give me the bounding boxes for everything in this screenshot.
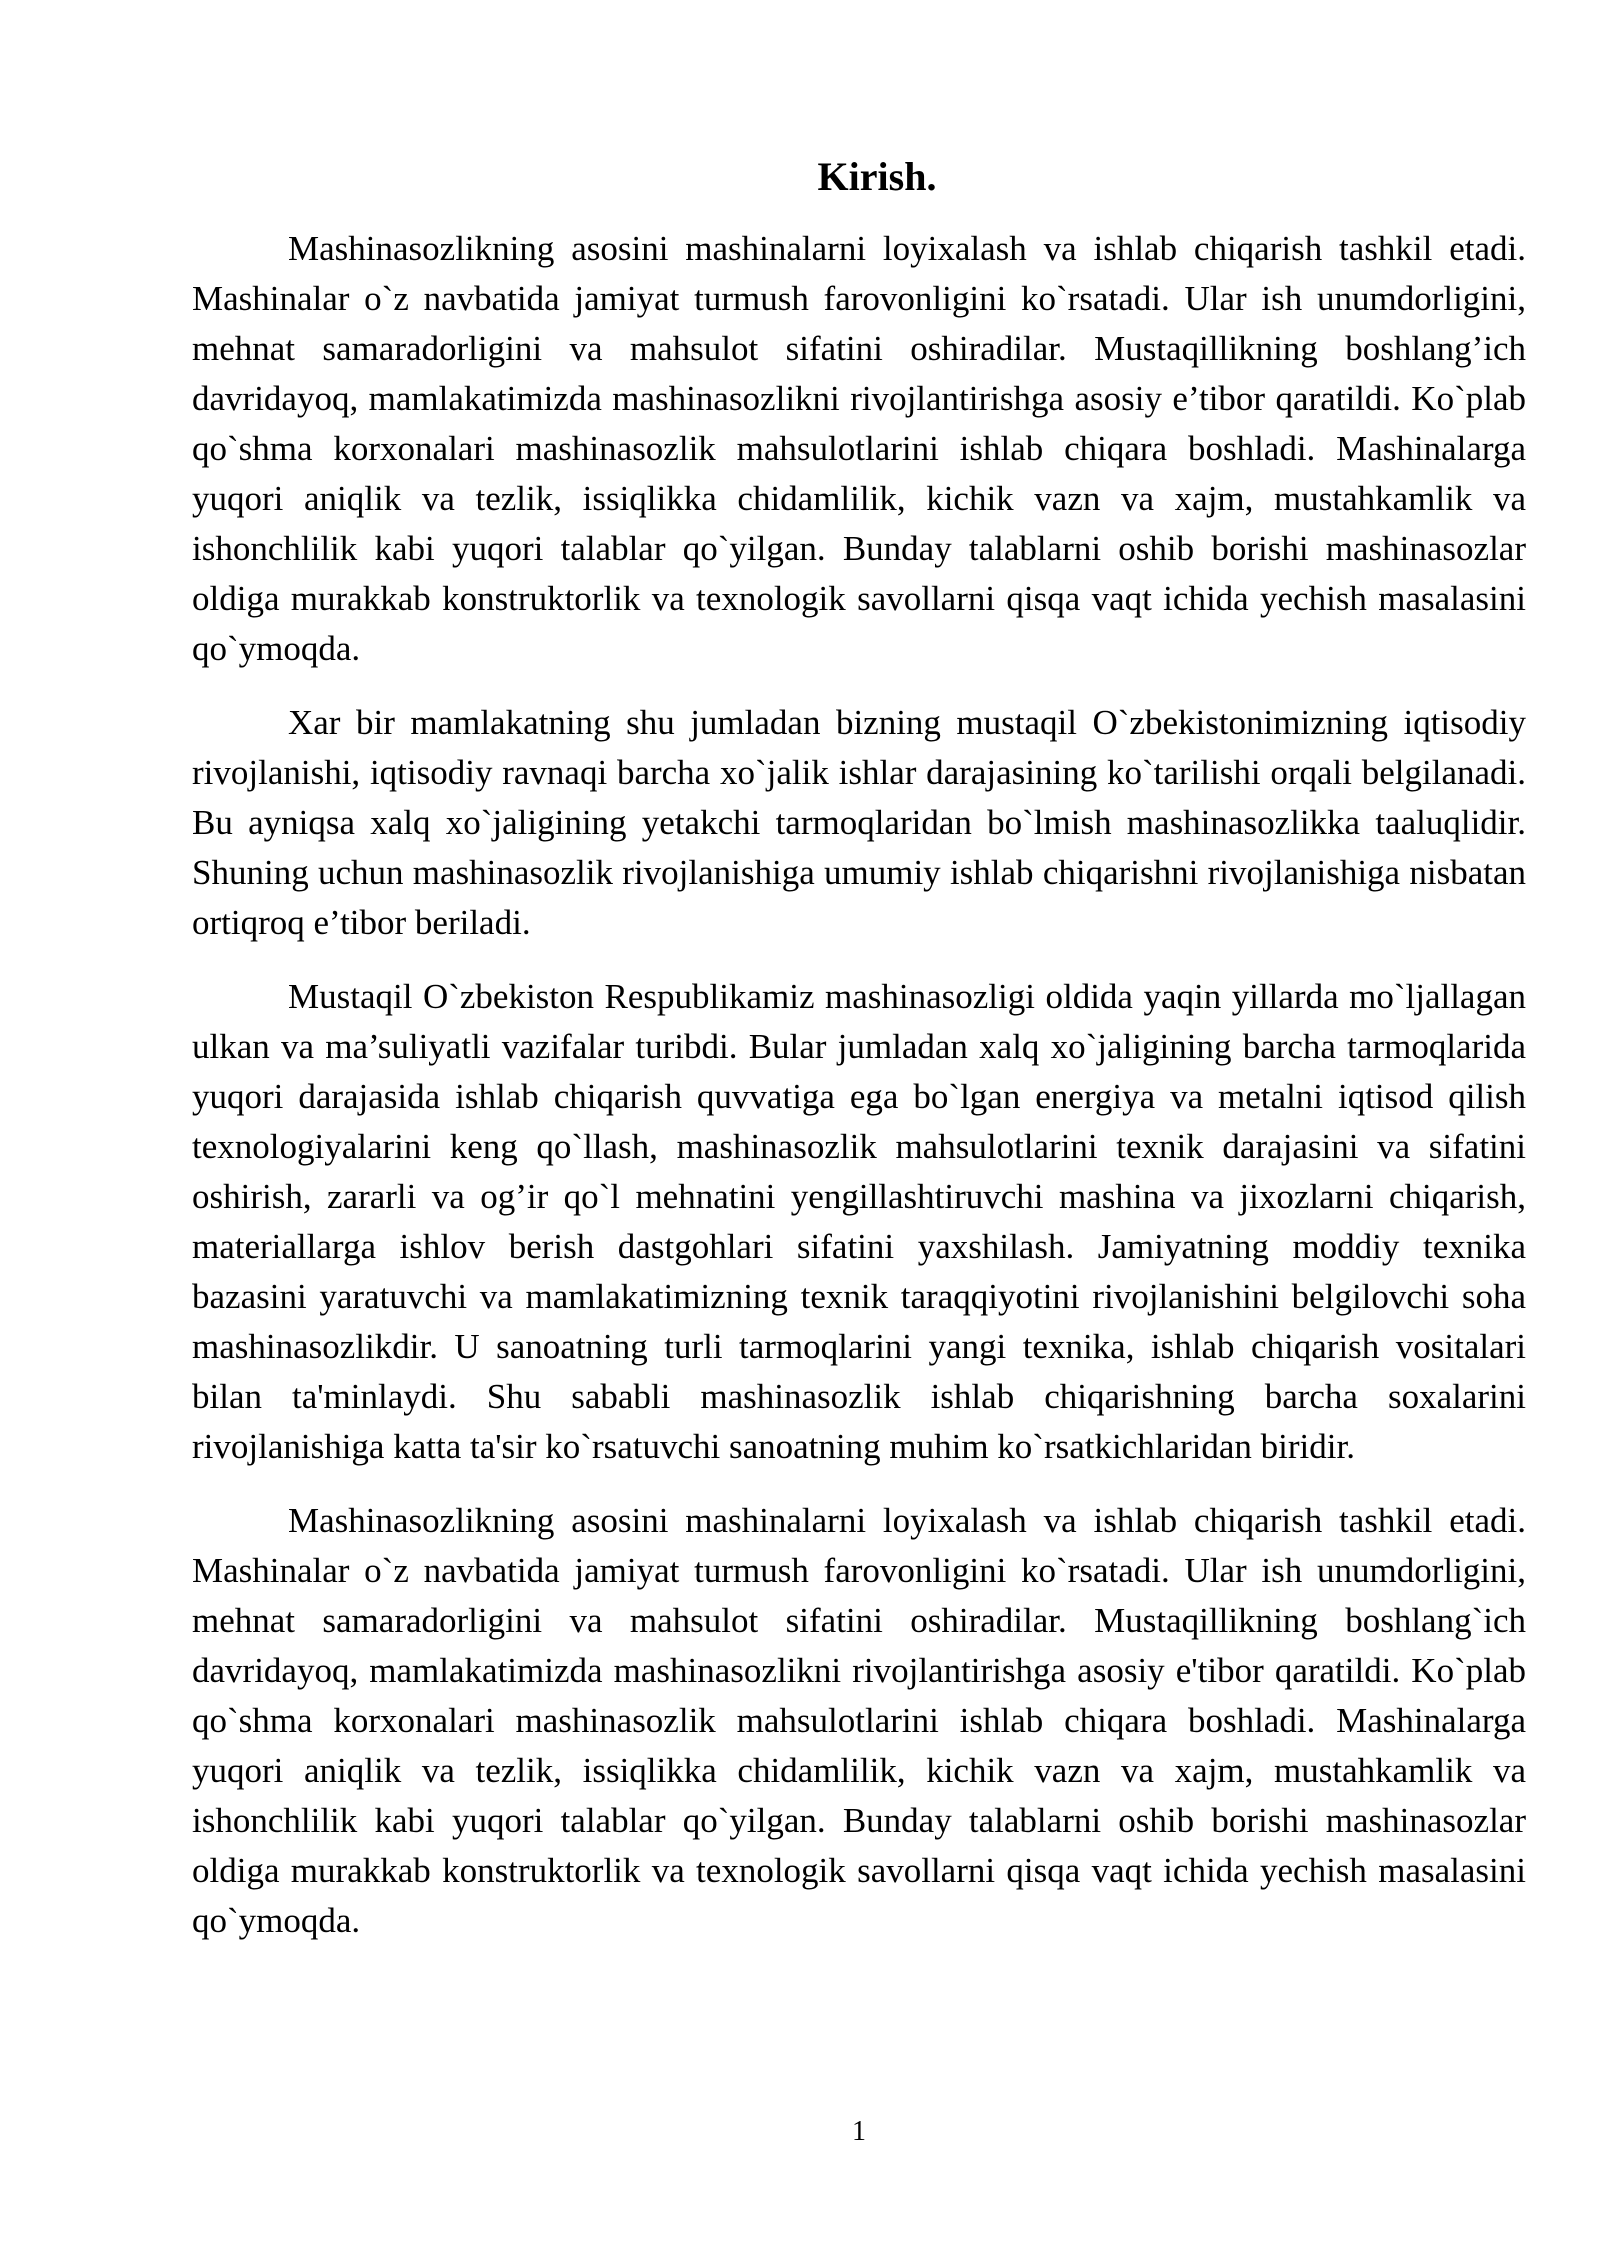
paragraph-3: Mustaqil O`zbekiston Respublikamiz mashinasozligi oldida yaqin yillarda mo`ljallagan ulkan va ma’suliyatli vazifalar turibdi. Bular jumladan xalq xo`jaligining barcha tarmoqlarida yuqori darajasida ishlab chiqarish quvvatiga ega bo`lgan energiya va metalni iqtisod qilish texnologiyalarini keng qo`llash, mashinasozlik mahsulotlarini texnik darajasini va sifatini oshirish, zararli va og’ir qo`l mehnatini yengillashtiruvchi mashina va jixozlarni chiqarish, materiallarga ishlov berish dastgohlari sifatini yaxshilash. Jamiyatning moddiy texnika bazasini yaratuvchi va mamlakatimizning texnik taraqqiyotini rivojlanishini belgilovchi soha mashinasozlikdir. U sanoatning turli tarmoqlarini yangi texnika, ishlab chiqarish vositalari bilan ta'minlaydi. Shu sababli mashinasozlik ishlab chiqarishning barcha soxalarini rivojlanishiga katta ta'sir ko`rsatuvchi sanoatning muhim ko`rsatkichlaridan biridir. (192, 977, 1526, 1466)
page-content (192, 150, 1526, 1970)
paragraph-2: Xar bir mamlakatning shu jumladan bizning mustaqil O`zbekistonimizning iqtisodiy rivojlanishi, iqtisodiy ravnaqi barcha xo`jalik ishlar darajasining ko`tarilishi orqali belgilanadi. Bu ayniqsa xalq xo`jaligining yetakchi tarmoqlaridan bo`lmish mashinasozlikka taaluqlidir. Shuning uchun mashinasozlik rivojlanishiga umumiy ishlab chiqarishni rivojlanishiga nisbatan ortiqroq e’tibor beriladi. (192, 703, 1526, 942)
page-number: 1 (852, 2116, 866, 2147)
paragraph-4: Mashinasozlikning asosini mashinalarni loyixalash va ishlab chiqarish tashkil etadi. Mashinalar o`z navbatida jamiyat turmush farovonligini ko`rsatadi. Ular ish unumdorligini, mehnat samaradorligini va mahsulot sifatini oshiradilar. Mustaqillikning boshlang`ich davridayoq, mamlakatimizda mashinasozlikni rivojlantirishga asosiy e'tibor qaratildi. Ko`plab qo`shma korxonalari mashinasozlik mahsulotlarini ishlab chiqara boshladi. Mashinalarga yuqori aniqlik va tezlik, issiqlikka chidamlilik, kichik vazn va xajm, mustahkamlik va ishonchlilik kabi yuqori talablar qo`yilgan. Bunday talablarni oshib borishi mashinasozlar oldiga murakkab konstruktorlik va texnologik savollarni qisqa vaqt ichida yechish masalasini qo`ymoqda. (192, 1501, 1526, 1940)
paragraph-1: Mashinasozlikning asosini mashinalarni loyixalash va ishlab chiqarish tashkil etadi. Mashinalar o`z navbatida jamiyat turmush farovonligini ko`rsatadi. Ular ish unumdorligini, mehnat samaradorligini va mahsulot sifatini oshiradilar. Mustaqillikning boshlang’ich davridayoq, mamlakatimizda mashinasozlikni rivojlantirishga asosiy e’tibor qaratildi. Ko`plab qo`shma korxonalari mashinasozlik mahsulotlarini ishlab chiqara boshladi. Mashinalarga yuqori aniqlik va tezlik, issiqlikka chidamlilik, kichik vazn va xajm, mustahkamlik va ishonchlilik kabi yuqori talablar qo`yilgan. Bunday talablarni oshib borishi mashinasozlar oldiga murakkab konstruktorlik va texnologik savollarni qisqa vaqt ichida yechish masalasini qo`ymoqda. (192, 229, 1526, 668)
page-title: Kirish. (817, 154, 937, 199)
